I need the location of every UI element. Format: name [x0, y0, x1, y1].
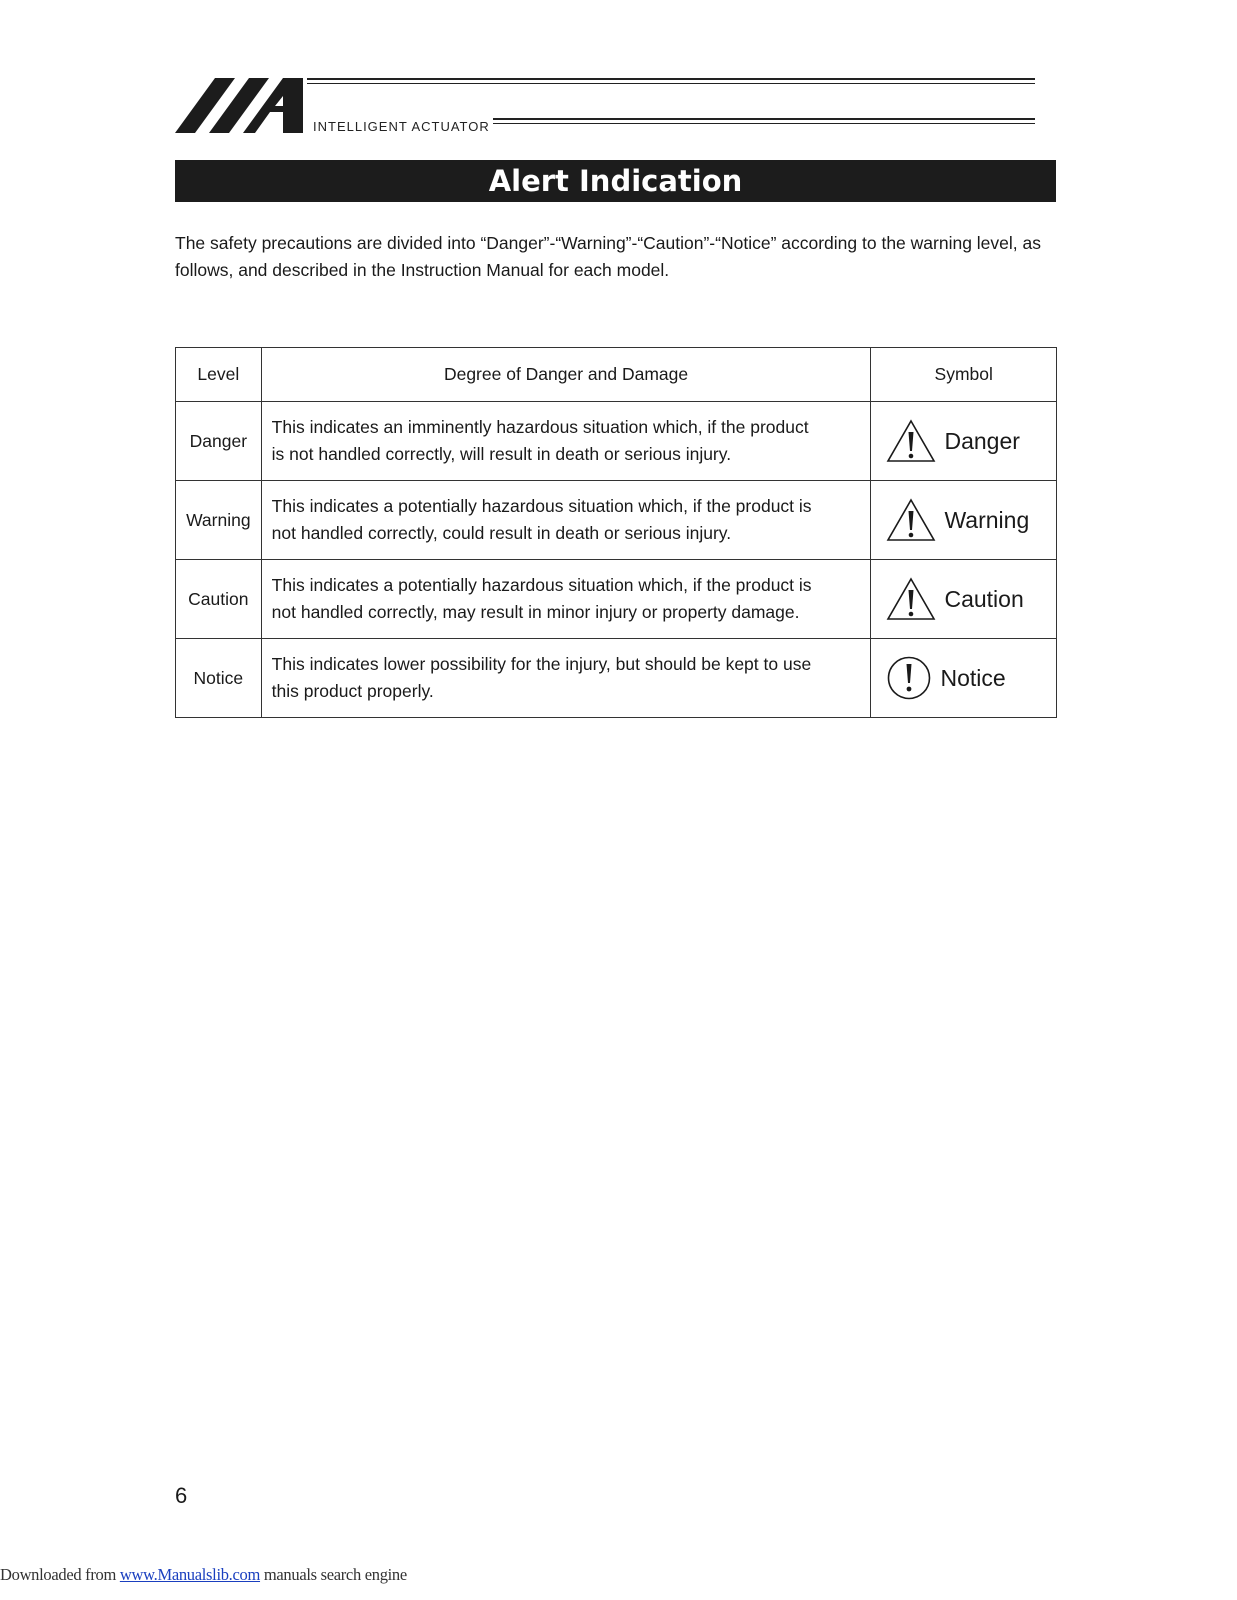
footer-suffix: manuals search engine	[260, 1565, 407, 1584]
symbol-label: Danger	[944, 427, 1020, 454]
description-line: not handled correctly, could result in death or serious injury.	[271, 523, 732, 543]
description-cell	[261, 481, 871, 560]
description-cell	[261, 560, 871, 639]
symbol-danger	[872, 419, 1055, 463]
symbol-warning	[872, 498, 1055, 542]
footer	[0, 1565, 407, 1585]
exclamation-circle-icon	[886, 655, 932, 701]
description-line: not handled correctly, may result in minor injury or property damage.	[271, 602, 800, 622]
description-line: is not handled correctly, will result in death or serious injury.	[271, 444, 732, 464]
symbol-label: Warning	[944, 506, 1030, 533]
level-cell: Notice	[176, 639, 262, 718]
level-cell: Warning	[176, 481, 262, 560]
table-row-notice	[176, 639, 1057, 718]
iai-logo-icon	[175, 76, 305, 134]
warning-triangle-icon	[886, 577, 936, 621]
symbol-label: Caution	[944, 585, 1024, 612]
page-title: Alert Indication	[175, 160, 1056, 202]
description-line: This indicates a potentially hazardous situation which, if the product is	[271, 496, 812, 516]
page-header	[175, 76, 1055, 136]
brand-text: INTELLIGENT ACTUATOR	[313, 119, 490, 134]
header-degree: Degree of Danger and Damage	[261, 348, 871, 402]
table-row-warning	[176, 481, 1057, 560]
level-cell: Caution	[176, 560, 262, 639]
description-line: This indicates a potentially hazardous situation which, if the product is	[271, 575, 812, 595]
description-line: This indicates an imminently hazardous situation which, if the product	[271, 417, 809, 437]
symbol-notice	[872, 655, 1055, 701]
intro-paragraph: The safety precautions are divided into “Danger”-“Warning”-“Caution”-“Notice” according to the warning level, as follows, and described in the Instruction Manual for each model.	[175, 233, 1041, 280]
warning-triangle-icon	[886, 498, 936, 542]
table-header-row	[176, 348, 1057, 402]
symbol-cell	[871, 402, 1057, 481]
symbol-cell	[871, 639, 1057, 718]
header-symbol: Symbol	[871, 348, 1057, 402]
manualslib-link[interactable]: www.Manualslib.com	[119, 1565, 261, 1584]
page-number: 6	[175, 1483, 188, 1508]
header-level: Level	[176, 348, 262, 402]
symbol-cell	[871, 481, 1057, 560]
description-line: this product properly.	[271, 681, 434, 701]
warning-triangle-icon	[886, 419, 936, 463]
symbol-caution	[872, 577, 1055, 621]
description-cell	[261, 639, 871, 718]
description-line: This indicates lower possibility for the injury, but should be kept to use	[271, 654, 812, 674]
description-cell	[261, 402, 871, 481]
footer-prefix: Downloaded from	[0, 1565, 120, 1584]
table-row-danger	[176, 402, 1057, 481]
symbol-cell	[871, 560, 1057, 639]
alert-level-table	[175, 347, 1057, 718]
symbol-label: Notice	[940, 664, 1006, 691]
level-cell: Danger	[176, 402, 262, 481]
table-row-caution	[176, 560, 1057, 639]
